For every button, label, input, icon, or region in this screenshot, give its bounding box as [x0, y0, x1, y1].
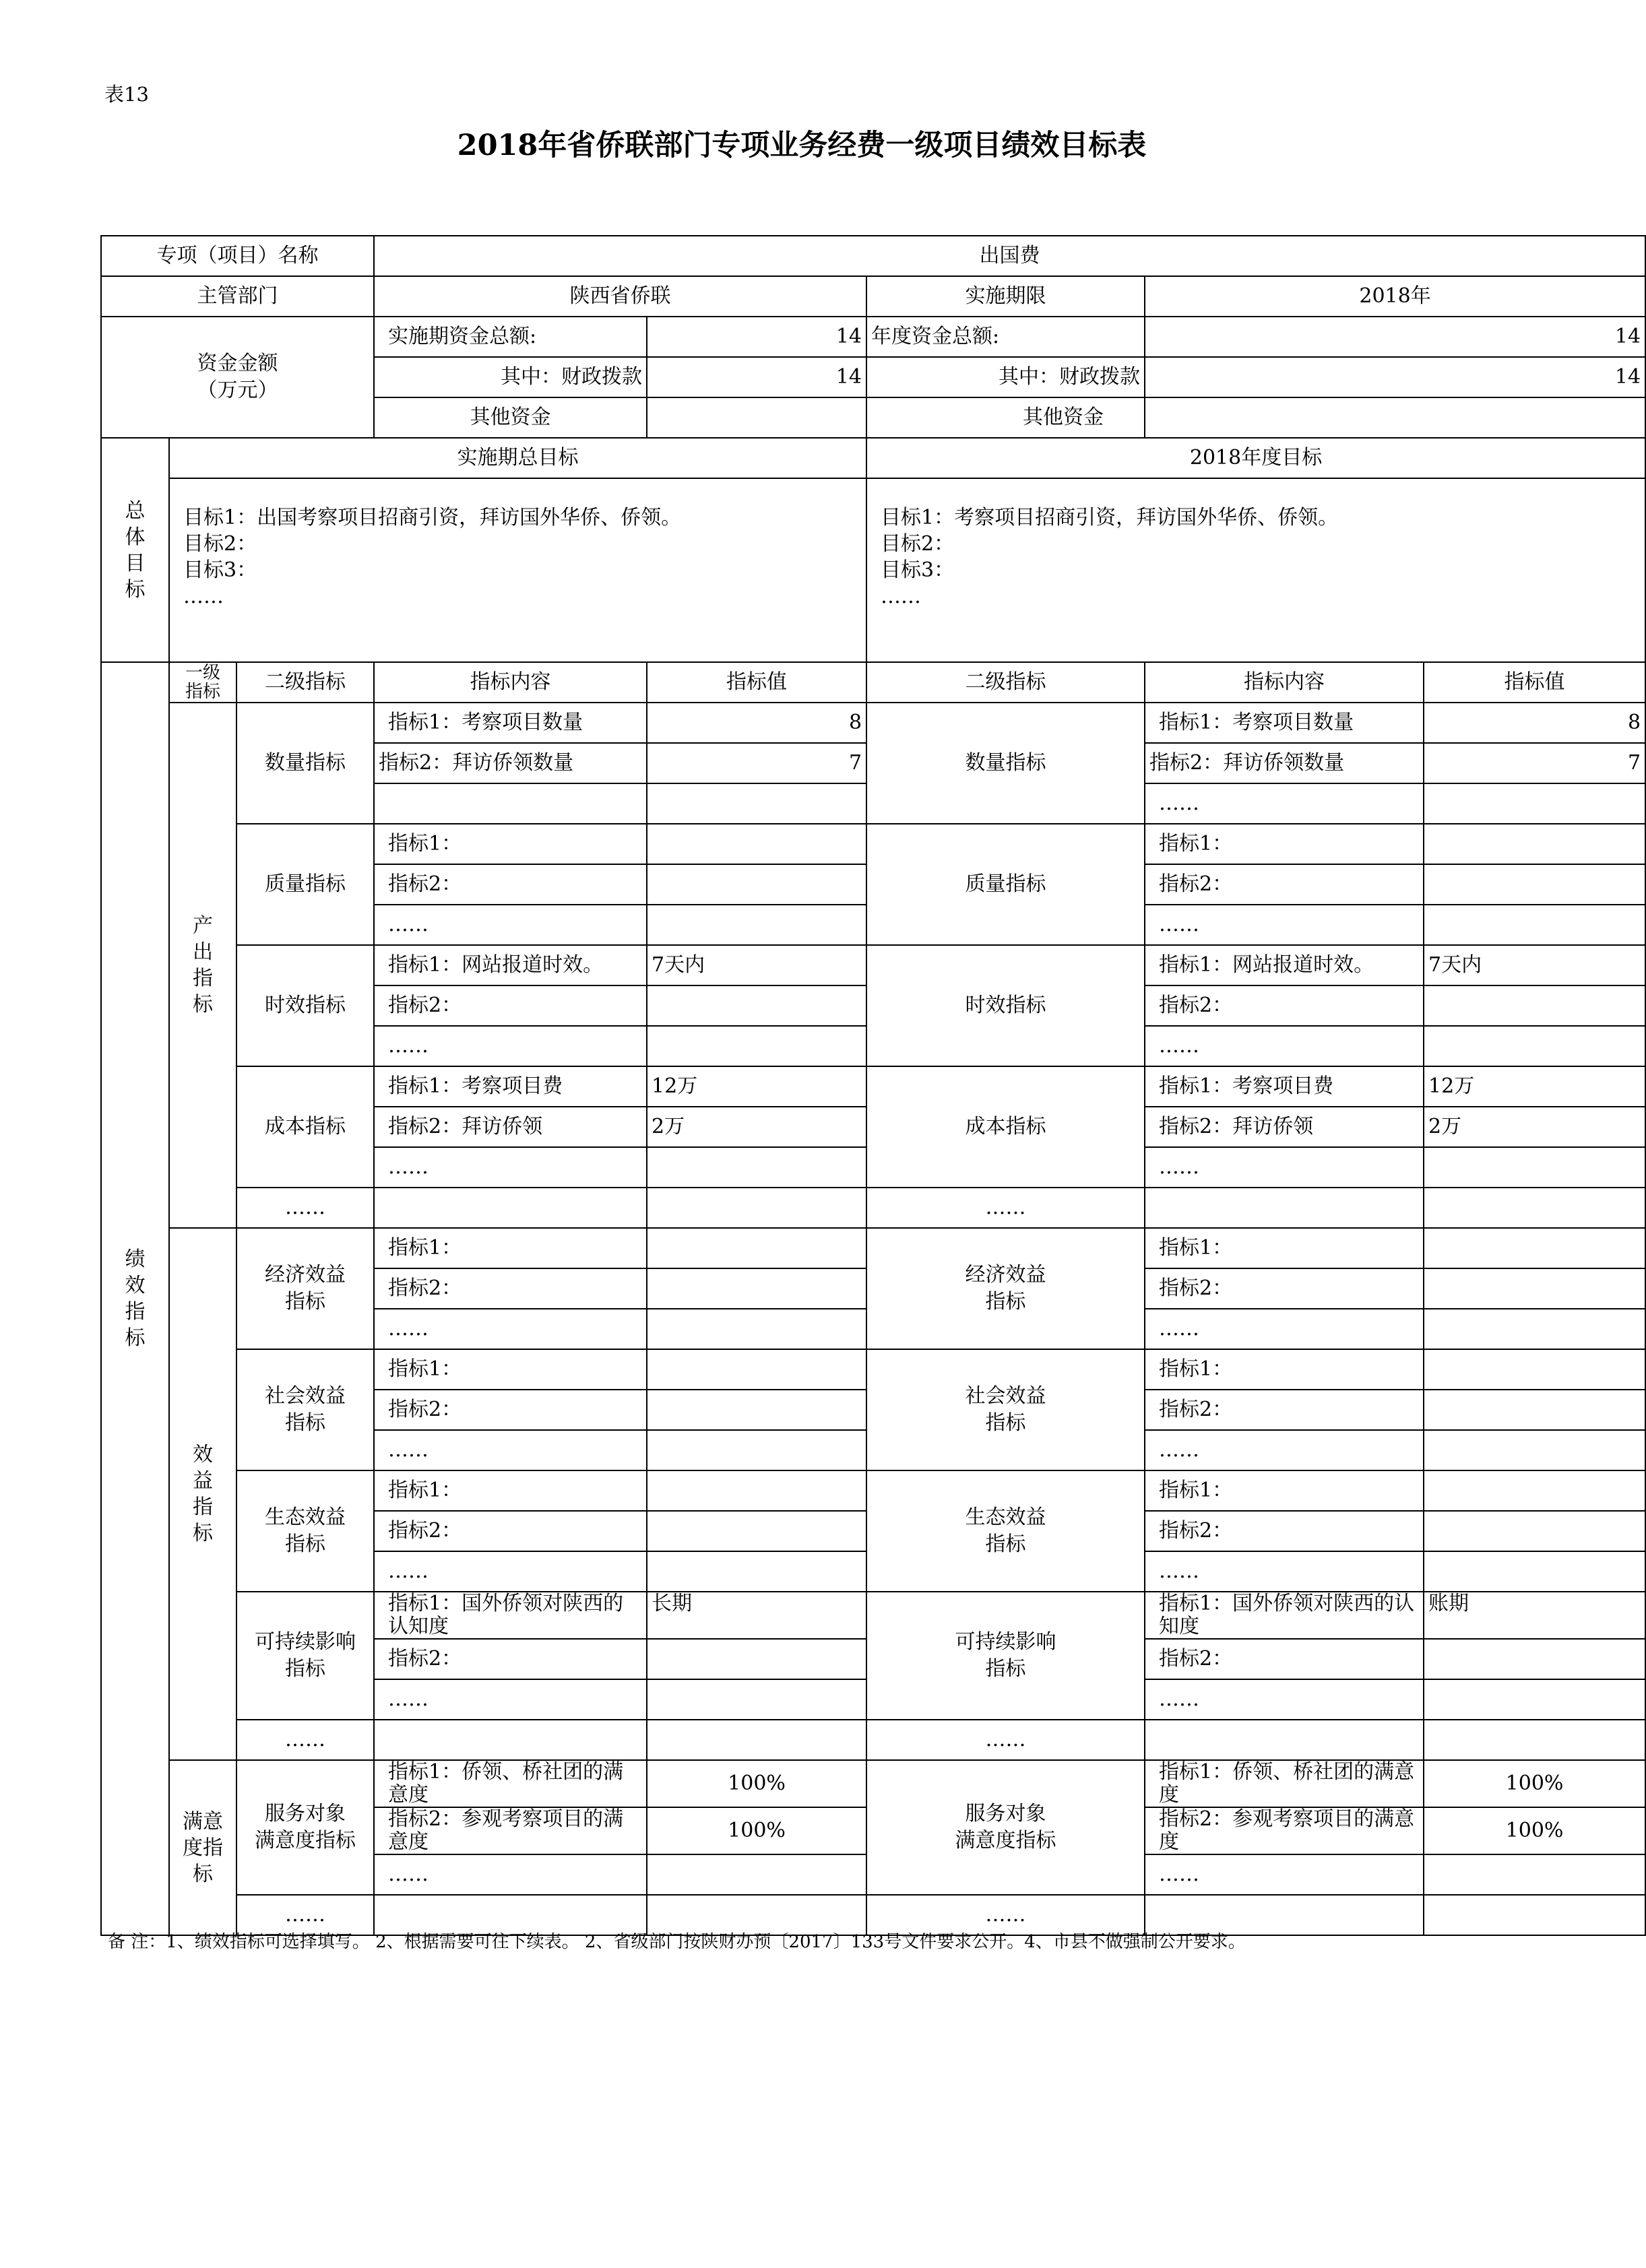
indicator-content: 指标1： — [1145, 824, 1424, 864]
indicator-content: 指标1： — [374, 1470, 647, 1511]
label-line: 满意度指标 — [955, 1829, 1056, 1852]
label-line: 社会效益 — [265, 1384, 346, 1408]
quantity-indicator-label: 数量指标 — [866, 703, 1145, 824]
indicator-content: 指标2： — [374, 1390, 647, 1430]
quantity-indicator-label: 数量指标 — [236, 703, 374, 824]
group-line: 满意 — [183, 1809, 223, 1834]
indicator-content: 指标1： — [1145, 1470, 1424, 1511]
indicator-content: 指标1： — [374, 1349, 647, 1390]
indicator-content: …… — [374, 1854, 647, 1895]
indicator-content: …… — [1145, 1026, 1424, 1066]
indicator-content: …… — [1145, 1147, 1424, 1188]
annual-funds-value: 14 — [1145, 317, 1645, 357]
indicator-value: 长期 — [647, 1592, 866, 1639]
service-satisfaction-label — [236, 1760, 374, 1895]
indicator-value: 账期 — [1424, 1592, 1645, 1639]
indicator-content: …… — [1145, 1679, 1424, 1720]
content-header: 指标内容 — [374, 662, 647, 703]
indicator-value — [647, 1679, 866, 1720]
indicator-content: …… — [1145, 1551, 1424, 1592]
indicator-content: 指标1： — [374, 824, 647, 864]
indicator-value — [647, 1268, 866, 1309]
indicator-content: 指标1：国外侨领对陕西的认知度 — [374, 1592, 647, 1639]
indicator-content: …… — [374, 1551, 647, 1592]
indicator-content: 指标1：考察项目数量 — [1145, 703, 1424, 743]
more-indicators: …… — [866, 1188, 1145, 1228]
indicator-value — [1424, 1147, 1645, 1188]
indicator-content: 指标2：参观考察项目的满意度 — [374, 1807, 647, 1854]
satisfaction-indicators-group — [169, 1760, 236, 1935]
indicator-value — [647, 824, 866, 864]
goal-line: 目标1：考察项目招商引资，拜访国外华侨、侨领。 — [881, 506, 1339, 529]
indicator-value — [647, 1349, 866, 1390]
more-indicators: …… — [236, 1895, 374, 1935]
content-header: 指标内容 — [1145, 662, 1424, 703]
group-char: 产 — [193, 914, 213, 938]
indicator-value — [647, 1390, 866, 1430]
annual-other-funds-value — [1145, 397, 1645, 438]
group-char: 出 — [193, 940, 213, 964]
indicator-content: 指标2： — [1145, 864, 1424, 905]
indicator-content: 指标1：侨领、桥社团的满意度 — [1145, 1760, 1424, 1807]
project-name-label: 专项（项目）名称 — [101, 236, 374, 276]
indicator-content: 指标2： — [1145, 1511, 1424, 1551]
indicator-value — [1424, 1895, 1645, 1935]
indicator-content: 指标2： — [374, 864, 647, 905]
label-line: 指标 — [985, 1532, 1026, 1556]
goal-line: …… — [881, 585, 922, 608]
indicator-content: 指标2： — [1145, 1268, 1424, 1309]
value-header: 指标值 — [1424, 662, 1645, 703]
indicator-content: …… — [374, 905, 647, 945]
indicator-value: 8 — [647, 703, 866, 743]
indicator-content: …… — [1145, 783, 1424, 824]
indicator-value: 2万 — [1424, 1107, 1645, 1147]
group-line: 度指 — [183, 1836, 223, 1860]
indicator-value — [647, 1309, 866, 1349]
annual-goals-content — [866, 478, 1645, 662]
indicator-value — [647, 783, 866, 824]
indicator-value — [1424, 1511, 1645, 1551]
indicator-content: 指标1：侨领、桥社团的满意度 — [374, 1760, 647, 1807]
group-line: 标 — [193, 1862, 213, 1886]
indicator-value — [647, 1147, 866, 1188]
indicator-value — [1424, 1309, 1645, 1349]
level2-header: 二级指标 — [236, 662, 374, 703]
indicator-content: 指标1：考察项目费 — [1145, 1066, 1424, 1107]
project-name-value: 出国费 — [374, 236, 1645, 276]
label-line: 满意度指标 — [255, 1829, 356, 1852]
funds-label-line1: 资金金额 — [197, 352, 278, 375]
more-indicators: …… — [866, 1720, 1145, 1760]
social-benefit-label — [866, 1349, 1145, 1470]
ecological-benefit-label — [866, 1470, 1145, 1592]
group-char: 指 — [193, 967, 213, 990]
indicator-content: 指标2：拜访侨领数量 — [374, 743, 647, 783]
indicator-content: 指标1：网站报道时效。 — [1145, 945, 1424, 985]
label-line: 可持续影响 — [955, 1630, 1056, 1654]
indicator-value: 100% — [1424, 1807, 1645, 1854]
label-line: 指标 — [285, 1290, 326, 1314]
level1-header-line2: 指标 — [185, 682, 220, 702]
sustainable-impact-label — [866, 1592, 1145, 1720]
indicator-content: 指标1： — [1145, 1228, 1424, 1268]
fiscal-allocation-value: 14 — [647, 357, 866, 397]
annual-goals-header: 2018年度目标 — [866, 438, 1645, 478]
group-char: 效 — [193, 1443, 213, 1466]
indicator-content: 指标2： — [374, 1268, 647, 1309]
more-indicators: …… — [236, 1720, 374, 1760]
section-char: 目 — [125, 551, 146, 575]
indicator-value — [647, 1639, 866, 1679]
indicator-content: 指标2： — [1145, 1390, 1424, 1430]
indicator-value — [647, 1228, 866, 1268]
indicator-content: 指标1：国外侨领对陕西的认知度 — [1145, 1592, 1424, 1639]
label-line: 指标 — [985, 1290, 1026, 1314]
label-line: 生态效益 — [265, 1505, 346, 1529]
indicator-content: 指标2： — [1145, 985, 1424, 1026]
indicator-content: 指标1：考察项目费 — [374, 1066, 647, 1107]
section-char: 标 — [125, 577, 146, 602]
indicator-value — [647, 1026, 866, 1066]
timeliness-indicator-label: 时效指标 — [236, 945, 374, 1066]
indicator-content: …… — [1145, 1854, 1424, 1895]
indicator-content — [374, 1720, 647, 1760]
section-char: 标 — [125, 1326, 146, 1350]
goal-line: 目标3： — [183, 558, 257, 582]
indicator-value — [1424, 1854, 1645, 1895]
indicator-value — [1424, 824, 1645, 864]
indicator-value — [647, 1470, 866, 1511]
indicator-value — [1424, 1390, 1645, 1430]
label-line: 服务对象 — [265, 1802, 346, 1825]
fiscal-allocation-label: 其中：财政拨款 — [374, 357, 647, 397]
indicator-value — [1424, 905, 1645, 945]
economic-benefit-label — [236, 1228, 374, 1349]
indicator-value — [1424, 783, 1645, 824]
indicator-value — [647, 905, 866, 945]
label-line: 指标 — [985, 1411, 1026, 1435]
indicator-value — [1424, 1349, 1645, 1390]
indicator-value — [647, 1720, 866, 1760]
sustainable-impact-label — [236, 1592, 374, 1720]
timeliness-indicator-label: 时效指标 — [866, 945, 1145, 1066]
group-char: 指 — [193, 1495, 213, 1519]
indicator-content — [374, 783, 647, 824]
social-benefit-label — [236, 1349, 374, 1470]
department-value: 陕西省侨联 — [374, 276, 866, 317]
indicator-value — [1424, 1430, 1645, 1470]
indicator-content — [1145, 1188, 1424, 1228]
more-indicators: …… — [866, 1895, 1145, 1935]
indicator-content: 指标1： — [374, 1228, 647, 1268]
other-funds-value — [647, 397, 866, 438]
indicator-value — [1424, 1720, 1645, 1760]
indicator-value: 12万 — [647, 1066, 866, 1107]
indicator-content: 指标2：拜访侨领数量 — [1145, 743, 1424, 783]
cost-indicator-label: 成本指标 — [236, 1066, 374, 1188]
indicator-value: 12万 — [1424, 1066, 1645, 1107]
quality-indicator-label: 质量指标 — [866, 824, 1145, 945]
indicator-value: 100% — [647, 1807, 866, 1854]
quality-indicator-label: 质量指标 — [236, 824, 374, 945]
indicator-value: 100% — [647, 1760, 866, 1807]
annual-other-funds-label: 其他资金 — [866, 397, 1145, 438]
indicator-value: 8 — [1424, 703, 1645, 743]
indicator-value — [647, 1551, 866, 1592]
indicator-value — [647, 1511, 866, 1551]
indicator-content: 指标2： — [374, 1639, 647, 1679]
indicator-content: 指标1：网站报道时效。 — [374, 945, 647, 985]
ecological-benefit-label — [236, 1470, 374, 1592]
indicator-content: …… — [374, 1309, 647, 1349]
indicator-content: …… — [374, 1679, 647, 1720]
indicator-value — [1424, 1551, 1645, 1592]
section-char: 效 — [125, 1274, 146, 1297]
indicator-value: 100% — [1424, 1760, 1645, 1807]
output-indicators-group — [169, 703, 236, 1228]
value-header: 指标值 — [647, 662, 866, 703]
indicator-value — [1424, 1228, 1645, 1268]
indicator-value — [647, 1430, 866, 1470]
indicator-value — [647, 985, 866, 1026]
table-number: 表13 — [104, 83, 149, 106]
indicator-content: 指标2：拜访侨领 — [374, 1107, 647, 1147]
label-line: 服务对象 — [965, 1802, 1046, 1825]
indicator-content: 指标1：考察项目数量 — [374, 703, 647, 743]
indicator-content — [374, 1188, 647, 1228]
indicator-content: 指标2：拜访侨领 — [1145, 1107, 1424, 1147]
label-line: 社会效益 — [965, 1384, 1046, 1408]
indicator-content: …… — [374, 1026, 647, 1066]
goal-line: 目标3： — [881, 558, 955, 582]
goal-line: …… — [183, 585, 224, 608]
section-char: 绩 — [125, 1248, 146, 1271]
indicator-content: 指标2： — [374, 985, 647, 1026]
indicator-value — [1424, 1188, 1645, 1228]
performance-section — [101, 662, 169, 1935]
period-goals-header: 实施期总目标 — [169, 438, 866, 478]
service-satisfaction-label — [866, 1760, 1145, 1895]
funds-label-line2: （万元） — [197, 379, 278, 402]
section-char: 体 — [125, 525, 146, 549]
indicator-value: 7天内 — [647, 945, 866, 985]
indicator-content: 指标1： — [1145, 1349, 1424, 1390]
level2-header: 二级指标 — [866, 662, 1145, 703]
indicator-value — [1424, 864, 1645, 905]
label-line: 生态效益 — [965, 1505, 1046, 1529]
indicator-value — [1424, 1679, 1645, 1720]
indicator-value — [1424, 1470, 1645, 1511]
label-line: 可持续影响 — [255, 1630, 356, 1654]
department-label: 主管部门 — [101, 276, 374, 317]
indicator-content — [1145, 1720, 1424, 1760]
indicator-value — [647, 1188, 866, 1228]
indicator-content: …… — [374, 1430, 647, 1470]
cost-indicator-label: 成本指标 — [866, 1066, 1145, 1188]
indicator-content: …… — [1145, 905, 1424, 945]
goal-line: 目标2： — [183, 532, 257, 556]
indicator-value — [1424, 1639, 1645, 1679]
indicator-content: 指标2：参观考察项目的满意度 — [1145, 1807, 1424, 1854]
annual-fiscal-allocation-label: 其中：财政拨款 — [866, 357, 1145, 397]
level1-header-line1: 一级 — [185, 663, 220, 683]
document-title: 2018年省侨联部门专项业务经费一级项目绩效目标表 — [457, 129, 1147, 162]
footnote: 备 注：1、绩效指标可选择填写。 2、根据需要可往下续表。 2、省级部门按陕财办预〔2017〕133号文件要求公开。4、市县不做强制公开要求。 — [108, 1932, 1246, 1952]
label-line: 经济效益 — [965, 1263, 1046, 1287]
indicator-content: …… — [1145, 1309, 1424, 1349]
indicator-value — [647, 1854, 866, 1895]
indicator-value: 7 — [1424, 743, 1645, 783]
total-funds-value: 14 — [647, 317, 866, 357]
indicator-content: …… — [374, 1147, 647, 1188]
indicator-content: 指标2： — [1145, 1639, 1424, 1679]
period-label: 实施期限 — [866, 276, 1145, 317]
indicator-content: …… — [1145, 1430, 1424, 1470]
label-line: 经济效益 — [265, 1263, 346, 1287]
indicator-value — [647, 864, 866, 905]
performance-target-table — [100, 235, 1646, 1936]
group-char: 标 — [193, 993, 213, 1016]
indicator-content: 指标2： — [374, 1511, 647, 1551]
goal-line: 目标2： — [881, 532, 955, 556]
annual-funds-label: 年度资金总额: — [866, 317, 1145, 357]
section-char: 指 — [125, 1300, 146, 1324]
period-goals-content — [169, 478, 866, 662]
section-char: 总 — [125, 498, 146, 523]
indicator-value — [1424, 1268, 1645, 1309]
annual-fiscal-allocation-value: 14 — [1145, 357, 1645, 397]
indicator-value — [1424, 1026, 1645, 1066]
indicator-value — [1424, 985, 1645, 1026]
overall-goals-section — [101, 438, 169, 662]
indicator-value: 7 — [647, 743, 866, 783]
label-line: 指标 — [285, 1532, 326, 1556]
group-char: 标 — [193, 1522, 213, 1545]
label-line: 指标 — [985, 1657, 1026, 1681]
more-indicators: …… — [236, 1188, 374, 1228]
economic-benefit-label — [866, 1228, 1145, 1349]
indicator-value: 7天内 — [1424, 945, 1645, 985]
label-line: 指标 — [285, 1657, 326, 1681]
label-line: 指标 — [285, 1411, 326, 1435]
other-funds-label: 其他资金 — [374, 397, 647, 438]
total-funds-label: 实施期资金总额: — [374, 317, 647, 357]
level1-header — [169, 662, 236, 703]
indicator-value: 2万 — [647, 1107, 866, 1147]
period-value: 2018年 — [1145, 276, 1645, 317]
group-char: 益 — [193, 1469, 213, 1493]
benefit-indicators-group — [169, 1228, 236, 1760]
goal-line: 目标1：出国考察项目招商引资，拜访国外华侨、侨领。 — [183, 506, 682, 529]
funds-label — [101, 317, 374, 438]
